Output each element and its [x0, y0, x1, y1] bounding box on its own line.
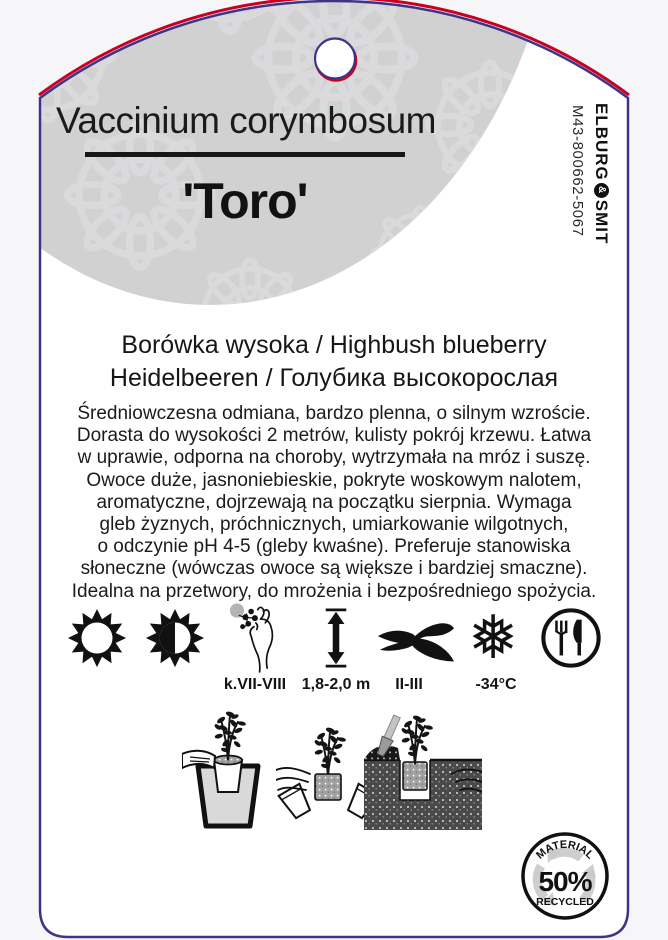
pictogram-plant-in-ground [364, 714, 482, 832]
brand-left: ELBURG [592, 103, 611, 181]
text-line: Heidelbeeren / Голубика высокорослая [109, 364, 559, 392]
cultivar-name: 'Toro' [182, 173, 308, 229]
text-line: słoneczne (wówczas owoce są większe i bardziej smaczne). [80, 558, 588, 580]
text-line: Dorasta do wysokości 2 metrów, kulisty pokrój krzewu. Łatwa [76, 425, 592, 447]
frost-snowflake-icon: ❅ [467, 603, 519, 673]
height-range-label: 1,8-2,0 m [301, 676, 371, 693]
brand-vertical-text [591, 103, 611, 244]
brand-symbol: & [594, 183, 609, 198]
botanical-name: Vaccinium corymbosum [56, 100, 436, 141]
pictogram-soak-pot [182, 710, 274, 832]
text-line: o odczynie pH 4-5 (gleby kwaśne). Preferuje stanowiska [97, 536, 571, 558]
product-code-vertical-text: M43-800662-5067 [569, 105, 586, 237]
description-paragraph [42, 403, 626, 603]
badge-material-text: MATERIAL [534, 838, 597, 862]
hang-hole [315, 39, 355, 79]
edible-fork-knife-icon [540, 607, 602, 669]
recycled-material-badge [517, 830, 613, 926]
common-names [40, 329, 628, 395]
badge-percent-text: 50% [538, 866, 592, 897]
text-line: Owoce duże, jasnoniebieskie, pokryte woskowym nalotem, [86, 469, 582, 491]
text-line: Idealna na przetwory, do mrożenia i bezpośredniego spożycia. [71, 580, 597, 602]
text-line: Borówka wysoka / Highbush blueberry [121, 331, 547, 359]
full-sun-icon [66, 607, 128, 669]
text-line: Średniowczesna odmiana, bardzo plenna, o silnym wzroście. [77, 403, 591, 424]
harvest-time-label: k.VII-VIII [223, 676, 287, 693]
text-line: gleb żyznych, próchnicznych, umiarkowanie wilgotnych, [99, 514, 569, 536]
title-divider [85, 152, 405, 157]
height-arrow-icon [321, 606, 351, 670]
pruning-shears-icon [376, 614, 456, 664]
pruning-months-label: II-III [395, 676, 423, 693]
text-line: w uprawie, odporna na choroby, wytrzymała na mróz i suszę. [77, 447, 591, 469]
text-line: aromatyczne, dojrzewają na początku sierpnia. Wymaga [96, 491, 572, 513]
frost-hardiness-label: -34°C [475, 676, 517, 693]
brand-right: SMIT [592, 199, 611, 245]
harvest-hand-icon [220, 598, 286, 676]
badge-recycled-text: RECYCLED [536, 896, 594, 908]
partial-shade-icon [144, 607, 206, 669]
